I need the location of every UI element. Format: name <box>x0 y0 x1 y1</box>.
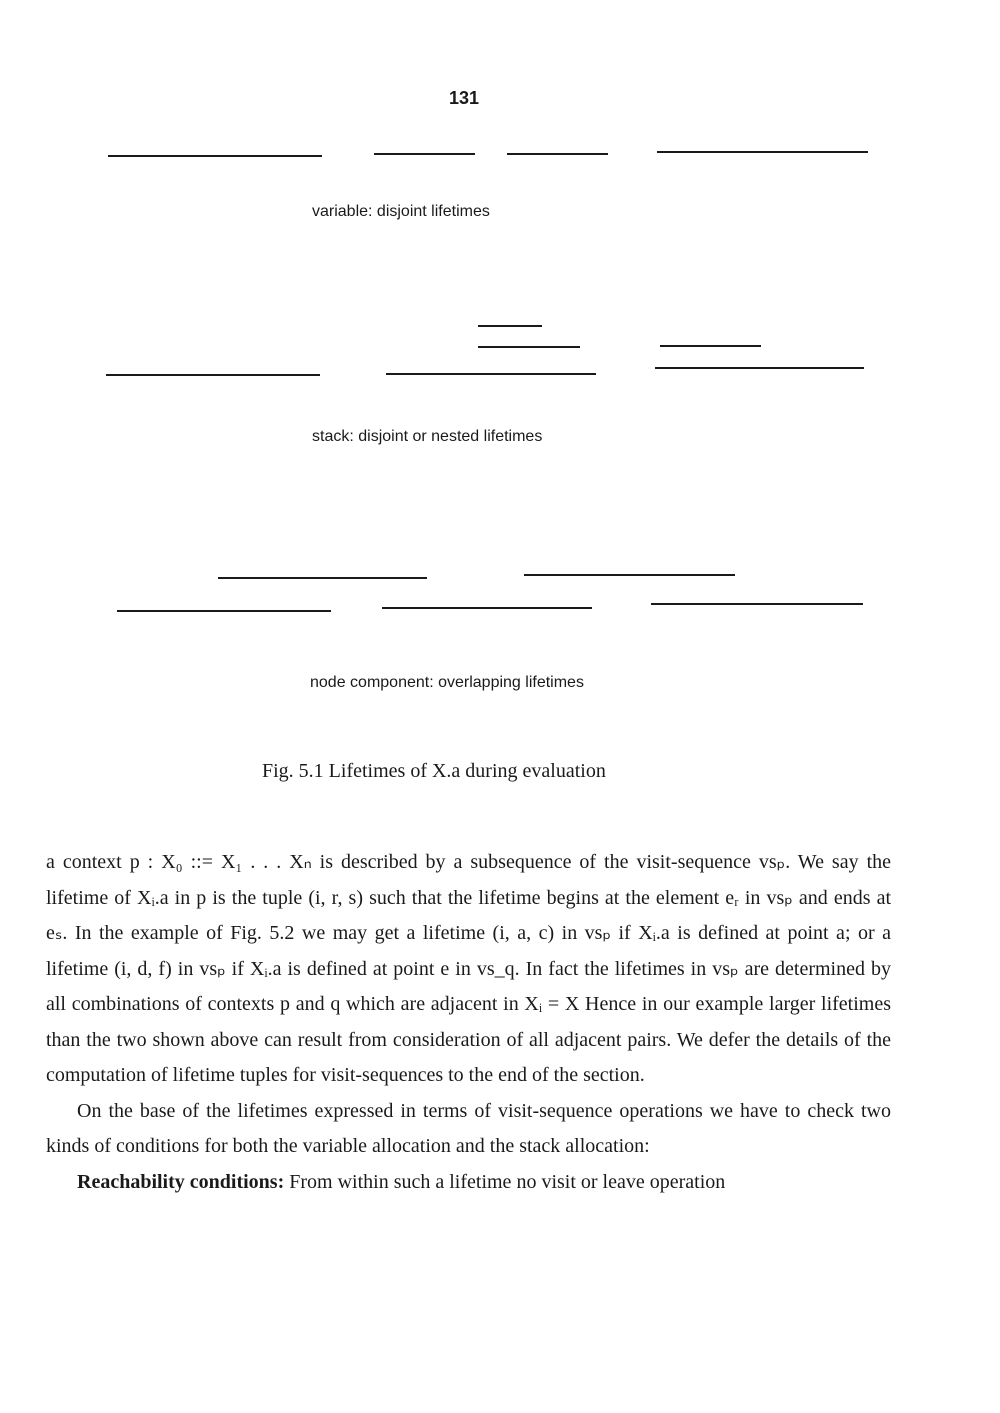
body-text <box>46 845 891 1200</box>
paragraph <box>46 1165 891 1201</box>
paragraph: a context p : X₀ ::= X₁ . . . Xₙ is described by a subsequence of the visit-sequence vsₚ. We say the lifetime of Xᵢ.a in p is the tuple (i, r, s) such that the lifetime begins at the element eᵣ in vsₚ and ends at eₛ. In the example of Fig. 5.2 we may get a lifetime (i, a, c) in vsₚ if Xᵢ.a is defined at point a; or a lifetime (i, d, f) in vsₚ if Xᵢ.a is defined at point e in vs_q. In fact the lifetimes in vsₚ are determined by all combinations of contexts p and q which are adjacent in Xᵢ = X Hence in our example larger lifetimes than the two shown above can result from consideration of all adjacent pairs. We defer the details of the computation of lifetime tuples for visit-sequences to the end of the section. <box>46 851 891 1086</box>
lifetime-line <box>478 346 580 348</box>
lifetime-line <box>657 151 868 153</box>
lifetime-line <box>117 610 331 612</box>
figure-caption: Fig. 5.1 Lifetimes of X.a during evaluation <box>262 760 606 782</box>
run-in-heading: Reachability conditions: <box>77 1170 285 1193</box>
lifetime-line <box>374 153 475 155</box>
page-number: 131 <box>449 88 480 108</box>
lifetime-line <box>651 603 863 605</box>
lifetime-line <box>524 574 735 576</box>
lifetime-line <box>507 153 608 155</box>
lifetime-line <box>655 367 864 369</box>
lifetime-line <box>478 325 542 327</box>
stack-lifetimes-label: stack: disjoint or nested lifetimes <box>312 428 543 445</box>
node-component-lifetimes-label: node component: overlapping lifetimes <box>310 674 584 691</box>
paragraph: On the base of the lifetimes expressed in terms of visit-sequence operations we have to check two kinds of conditions for both the variable allocation and the stack allocation: <box>46 1099 891 1157</box>
lifetime-line <box>218 577 427 579</box>
lifetime-line <box>660 345 761 347</box>
variable-lifetimes-label: variable: disjoint lifetimes <box>312 203 490 220</box>
paragraph-text: From within such a lifetime no visit or leave operation <box>284 1170 726 1193</box>
lifetime-line <box>106 374 320 376</box>
lifetime-line <box>108 155 322 157</box>
lifetime-line <box>386 373 596 375</box>
lifetime-line <box>382 607 592 609</box>
